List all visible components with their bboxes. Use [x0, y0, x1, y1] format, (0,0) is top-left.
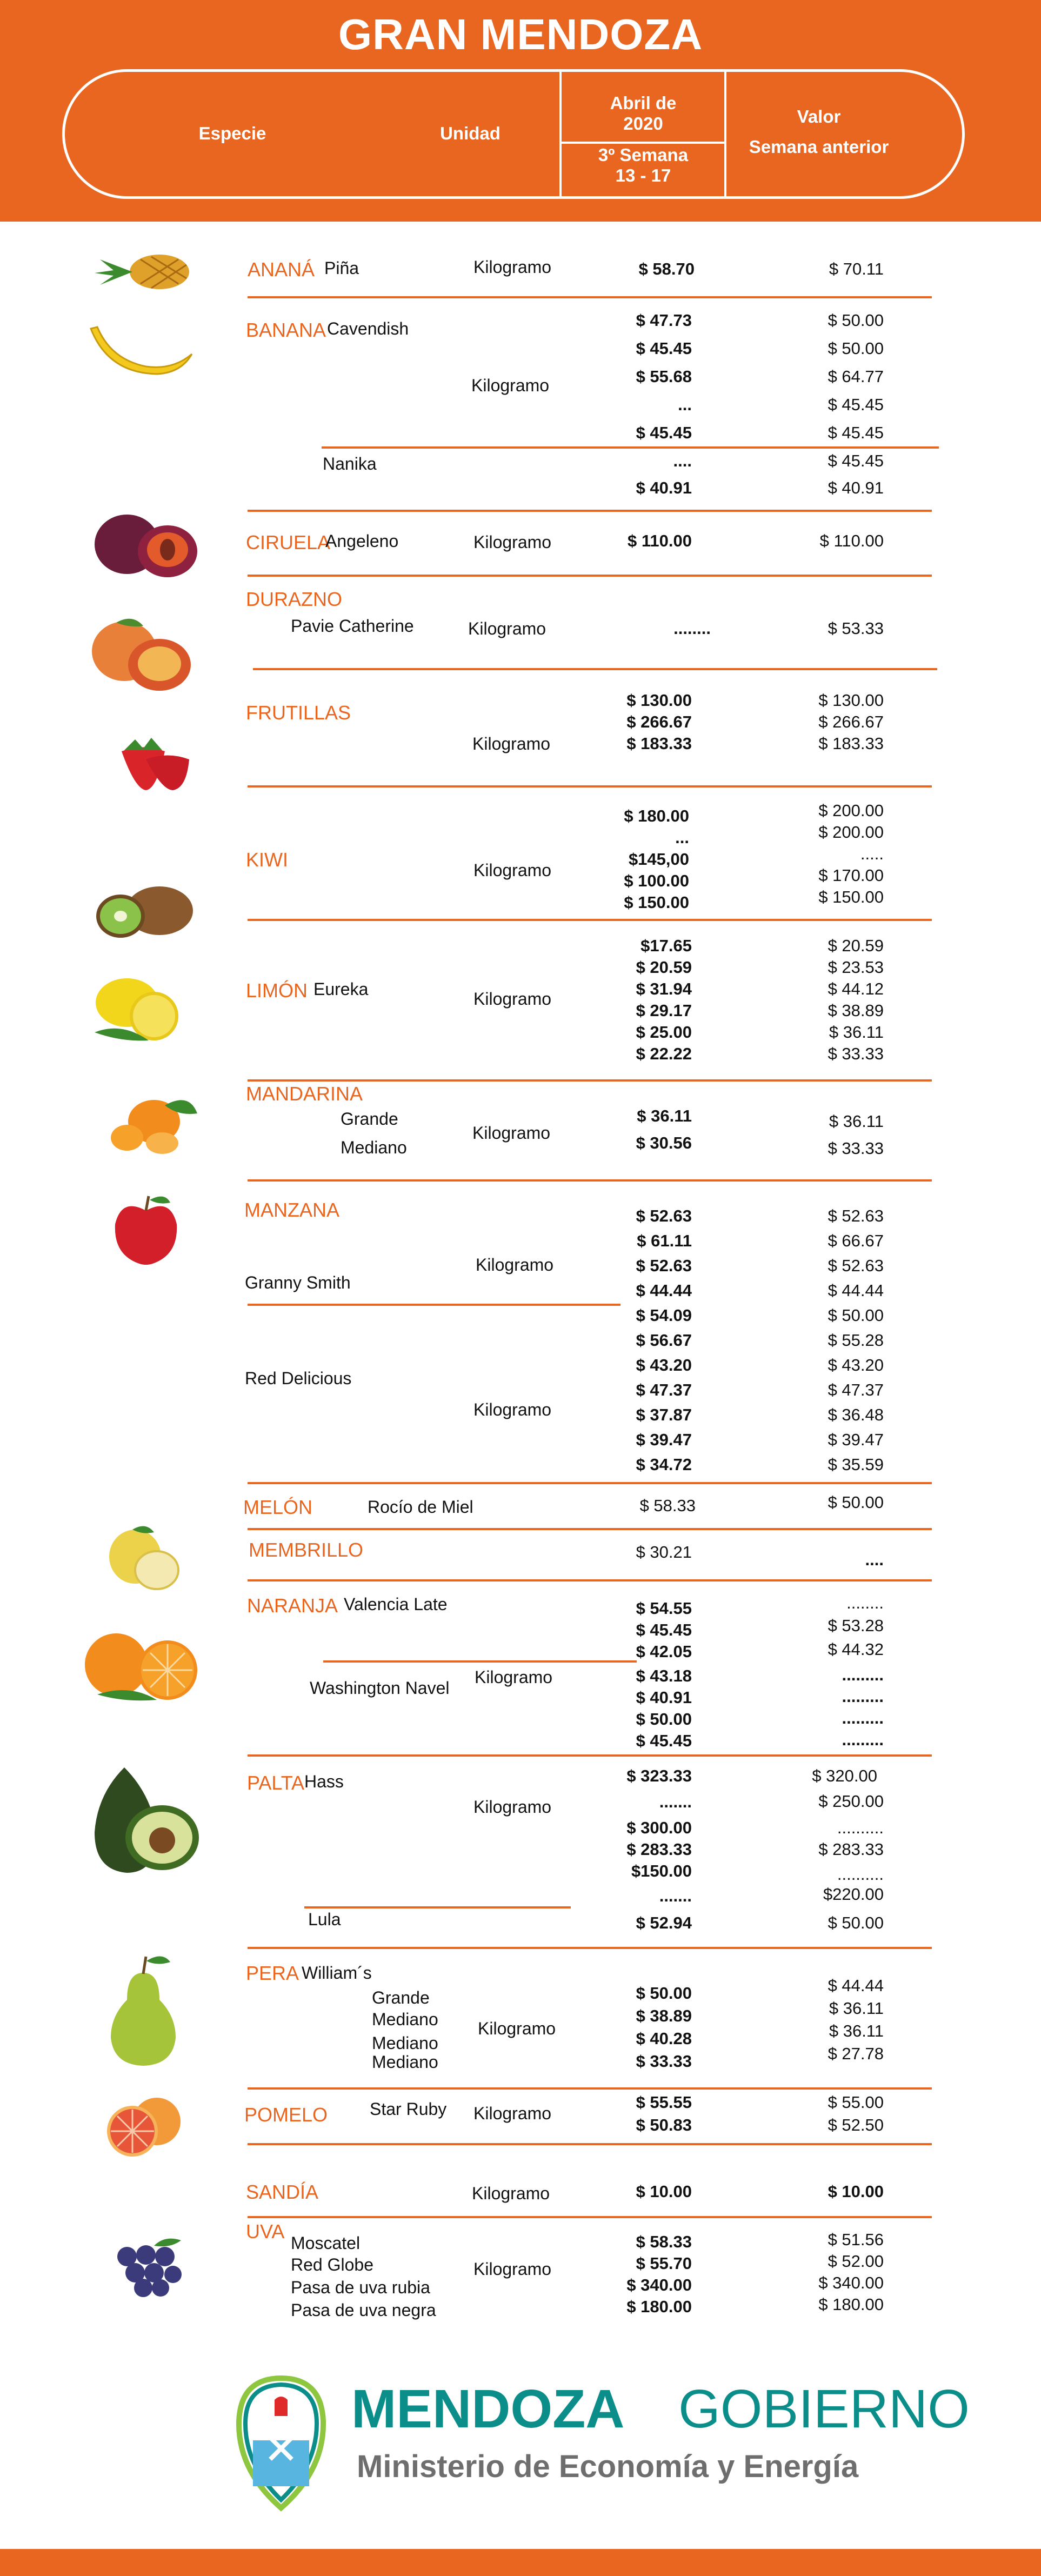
current-price: ....	[673, 451, 692, 470]
row-separator	[248, 575, 932, 577]
current-price: $ 266.67	[626, 712, 692, 731]
variety-label: Angeleno	[325, 531, 399, 551]
brand-name-light: GOBIERNO	[678, 2379, 970, 2439]
previous-price: $ 38.89	[828, 1001, 884, 1020]
size-label: Mediano	[372, 2033, 438, 2053]
current-price: $ 44.44	[636, 1281, 692, 1300]
variety-label: Cavendish	[327, 319, 409, 338]
quince-icon	[103, 1521, 184, 1592]
current-price: $ 56.67	[636, 1331, 692, 1350]
previous-price: $ 266.67	[818, 712, 884, 731]
row-separator	[248, 1947, 932, 1949]
current-price: $ 31.94	[636, 979, 692, 998]
header-divider	[724, 69, 726, 199]
current-price: $ 50.00	[636, 1710, 692, 1729]
fruit-name: MANDARINA	[246, 1083, 363, 1105]
header-banner	[0, 0, 1041, 222]
previous-price: $ 52.63	[828, 1256, 884, 1275]
current-price: $ 100.00	[624, 871, 689, 890]
current-price: $ 10.00	[636, 2182, 692, 2201]
variety-label: Moscatel	[291, 2233, 361, 2253]
brand-name-bold: MENDOZA	[351, 2379, 625, 2439]
current-price: $ 150.00	[624, 893, 689, 912]
previous-price: $ 55.00	[828, 2093, 884, 2112]
unit-label: Kilogramo	[473, 2259, 552, 2279]
header-divider	[559, 69, 562, 199]
current-price: $ 340.00	[626, 2275, 692, 2294]
previous-price: .........	[842, 1687, 884, 1706]
unit-label: Kilogramo	[472, 2184, 550, 2203]
previous-price: $ 200.00	[818, 823, 884, 842]
previous-price: $ 283.33	[818, 1840, 884, 1859]
current-price: $17.65	[640, 936, 692, 955]
fruit-name: MEMBRILLO	[249, 1539, 364, 1561]
mandarin-icon	[103, 1092, 205, 1157]
row-separator	[304, 1906, 571, 1908]
current-price: $ 37.87	[636, 1405, 692, 1424]
previous-price: $ 53.28	[828, 1616, 884, 1635]
unit-label: Kilogramo	[473, 989, 552, 1009]
previous-price: $ 180.00	[818, 2295, 884, 2314]
fruit-name: POMELO	[244, 2104, 328, 2126]
row-separator	[248, 1079, 932, 1082]
current-price: $ 30.21	[636, 1543, 692, 1561]
row-separator	[248, 2143, 932, 2145]
unit-label: Kilogramo	[468, 619, 546, 638]
current-price: $ 45.45	[636, 1620, 692, 1639]
orange-icon	[76, 1627, 205, 1703]
pineapple-icon	[89, 246, 197, 295]
previous-price: $ 50.00	[828, 311, 884, 330]
row-separator	[248, 1482, 932, 1484]
current-price: ........	[673, 619, 711, 638]
previous-price: ....	[865, 1550, 884, 1569]
variety-label: Eureka	[313, 979, 369, 999]
current-price: $ 36.11	[637, 1106, 692, 1125]
lemon-icon	[89, 973, 197, 1043]
fruit-name: FRUTILLAS	[246, 702, 351, 724]
current-price: $ 40.91	[636, 478, 692, 497]
footer-band	[0, 2549, 1041, 2576]
previous-price: $ 320.00	[812, 1766, 877, 1785]
plum-icon	[84, 511, 203, 581]
current-price: $ 54.09	[636, 1306, 692, 1325]
fruit-name: NARANJA	[247, 1594, 338, 1617]
variety-label: Hass	[304, 1772, 344, 1791]
previous-price: $ 70.11	[829, 259, 884, 278]
previous-price: $ 66.67	[828, 1231, 884, 1250]
previous-price: .........	[842, 1730, 884, 1749]
size-label: Grande	[372, 1988, 430, 2007]
row-separator	[248, 919, 932, 921]
previous-price: $ 36.48	[828, 1405, 884, 1424]
previous-price: .........	[842, 1709, 884, 1727]
previous-price: $ 36.11	[829, 1023, 884, 1042]
variety-label: Red Globe	[291, 2255, 373, 2274]
previous-price: $ 20.59	[828, 936, 884, 955]
strawberry-icon	[105, 730, 192, 795]
unit-label: Kilogramo	[478, 2019, 556, 2038]
pear-icon	[100, 1951, 186, 2070]
unit-label: Kilogramo	[471, 376, 550, 395]
previous-price: $ 55.28	[828, 1331, 884, 1350]
current-price: .......	[659, 1886, 692, 1905]
size-label: Mediano	[372, 2052, 438, 2072]
current-price: $ 55.70	[636, 2254, 692, 2273]
current-price: $ 39.47	[636, 1430, 692, 1449]
avocado-icon	[81, 1762, 205, 1881]
current-price: $ 40.28	[636, 2029, 692, 2048]
row-separator	[248, 1179, 932, 1182]
previous-price: .....	[860, 844, 884, 863]
fruit-name: MELÓN	[243, 1496, 313, 1518]
current-price: $ 183.33	[626, 734, 692, 753]
previous-price: $ 44.44	[828, 1976, 884, 1995]
previous-price: ........	[846, 1593, 884, 1612]
variety-label: Grande	[341, 1109, 398, 1129]
previous-price: $ 44.32	[828, 1640, 884, 1659]
previous-price: $ 183.33	[818, 734, 884, 753]
current-price: $ 43.18	[636, 1666, 692, 1685]
previous-price: $ 27.78	[828, 2044, 884, 2063]
current-price: $ 34.72	[636, 1455, 692, 1474]
variety-label: Lula	[308, 1910, 341, 1929]
mendoza-shield-icon	[232, 2373, 330, 2513]
size-label: Mediano	[372, 2010, 438, 2029]
current-price: $ 25.00	[636, 1023, 692, 1042]
previous-price: $ 39.47	[828, 1430, 884, 1449]
current-price: $ 50.00	[636, 1984, 692, 2003]
variety-label: William´s	[302, 1963, 372, 1983]
unit-label: Kilogramo	[473, 1797, 552, 1817]
current-price: $ 61.11	[637, 1231, 692, 1250]
previous-price: $ 36.11	[829, 2021, 884, 2040]
current-price: $ 47.37	[636, 1380, 692, 1399]
unit-label: Kilogramo	[473, 532, 552, 552]
previous-price: $ 45.45	[828, 451, 884, 470]
previous-price: $ 50.00	[828, 1493, 884, 1512]
variety-label: Valencia Late	[344, 1594, 448, 1614]
variety-label: Mediano	[341, 1138, 407, 1157]
previous-price: $ 64.77	[828, 367, 884, 386]
previous-price: $ 130.00	[818, 691, 884, 710]
fruit-name: KIWI	[246, 849, 288, 871]
variety-label: Washington Navel	[310, 1678, 450, 1698]
previous-price: $ 45.45	[828, 395, 884, 414]
previous-price: $ 40.91	[828, 478, 884, 497]
fruit-name: BANANA	[246, 319, 326, 341]
unit-label: Kilogramo	[472, 734, 551, 753]
fruit-name: UVA	[246, 2220, 285, 2243]
current-price: $ 33.33	[636, 2052, 692, 2071]
fruit-name: DURAZNO	[246, 588, 342, 610]
previous-price: $ 35.59	[828, 1455, 884, 1474]
peach-icon	[84, 616, 197, 695]
current-price: .......	[659, 1792, 692, 1811]
variety-label: Piña	[324, 258, 359, 278]
previous-price: $ 52.00	[828, 2252, 884, 2271]
row-separator	[248, 1528, 932, 1530]
current-price: $ 283.33	[626, 1840, 692, 1859]
current-price: $ 40.91	[636, 1688, 692, 1707]
unit-label: Kilogramo	[473, 1400, 552, 1419]
previous-price: $ 52.63	[828, 1206, 884, 1225]
current-price: $ 54.55	[636, 1599, 692, 1618]
previous-price: .........	[842, 1665, 884, 1684]
variety-label: Rocío de Miel	[368, 1497, 473, 1517]
unit-label: Kilogramo	[472, 1123, 551, 1143]
current-price: $ 52.63	[636, 1256, 692, 1275]
current-price: $ 38.89	[636, 2006, 692, 2025]
current-price: $ 110.00	[628, 531, 692, 550]
current-price: $ 42.05	[636, 1642, 692, 1661]
previous-price: $ 50.00	[828, 1306, 884, 1325]
current-price: $ 45.45	[636, 1731, 692, 1750]
previous-price: ..........	[837, 1865, 884, 1884]
current-price: $ 30.56	[636, 1133, 692, 1152]
previous-price: $ 45.45	[828, 423, 884, 442]
current-price: $ 45.45	[636, 423, 692, 442]
row-separator	[248, 2216, 932, 2218]
current-price: $ 43.20	[636, 1356, 692, 1374]
current-price: ...	[675, 828, 689, 847]
kiwi-icon	[89, 881, 197, 940]
row-separator	[322, 446, 939, 449]
previous-price: $ 200.00	[818, 801, 884, 820]
current-price: $ 323.33	[626, 1766, 692, 1785]
previous-price: $ 52.50	[828, 2115, 884, 2134]
previous-price: $ 44.12	[828, 979, 884, 998]
current-price: $ 180.00	[624, 806, 689, 825]
col-header-month: Abril de 2020	[610, 93, 677, 134]
row-separator	[248, 296, 932, 298]
variety-label: Star Ruby	[370, 2099, 447, 2119]
current-price: $ 52.63	[636, 1206, 692, 1225]
grapefruit-icon	[100, 2094, 192, 2157]
col-header-unidad: Unidad	[440, 123, 501, 143]
current-price: $145,00	[628, 850, 689, 869]
current-price: $ 47.73	[636, 311, 692, 330]
previous-price: $ 33.33	[828, 1139, 884, 1158]
variety-label: Nanika	[323, 454, 377, 473]
header-divider	[559, 142, 726, 144]
current-price: $ 180.00	[626, 2297, 692, 2316]
row-separator	[253, 668, 937, 670]
row-separator	[248, 785, 932, 788]
col-header-week: 3º Semana 13 - 17	[598, 145, 689, 185]
previous-price: $ 23.53	[828, 958, 884, 977]
row-separator	[248, 510, 932, 512]
variety-label: Red Delicious	[245, 1369, 352, 1388]
unit-label: Kilogramo	[473, 860, 552, 880]
previous-price: $ 10.00	[828, 2182, 884, 2201]
current-price: $ 20.59	[636, 958, 692, 977]
previous-price: $ 43.20	[828, 1356, 884, 1374]
current-price: $ 130.00	[626, 691, 692, 710]
row-separator	[248, 1754, 932, 1757]
grapes-icon	[105, 2232, 197, 2303]
banana-icon	[86, 324, 195, 384]
unit-label: Kilogramo	[475, 1667, 553, 1687]
previous-price: $ 110.00	[819, 531, 884, 550]
previous-price: $ 340.00	[818, 2273, 884, 2292]
fruit-name: PERA	[246, 1962, 299, 1984]
current-price: ...	[678, 395, 692, 414]
current-price: $ 58.70	[638, 259, 695, 278]
fruit-name: SANDÍA	[246, 2181, 319, 2203]
previous-price: $ 47.37	[828, 1380, 884, 1399]
previous-price: $ 50.00	[828, 339, 884, 358]
previous-price: ..........	[837, 1818, 884, 1837]
current-price: $ 55.55	[636, 2093, 692, 2112]
variety-label: Granny Smith	[245, 1273, 351, 1292]
fruit-name: MANZANA	[244, 1199, 340, 1221]
row-separator	[248, 2087, 932, 2090]
apple-icon	[111, 1192, 181, 1267]
fruit-name: LIMÓN	[246, 979, 308, 1002]
col-header-valor: Valor Semana anterior	[749, 106, 889, 157]
current-price: $ 22.22	[636, 1044, 692, 1063]
fruit-name: CIRUELA	[246, 531, 331, 553]
previous-price: $ 250.00	[818, 1792, 884, 1811]
fruit-name: PALTA	[247, 1772, 305, 1794]
variety-label: Pavie Catherine	[291, 616, 414, 636]
page-title: GRAN MENDOZA	[338, 10, 703, 58]
current-price: $ 55.68	[636, 367, 692, 386]
col-header-especie: Especie	[198, 123, 266, 143]
unit-label: Kilogramo	[473, 2104, 552, 2123]
ministry-subtitle: Ministerio de Economía y Energía	[357, 2449, 859, 2484]
current-price: $ 58.33	[639, 1496, 696, 1515]
previous-price: $ 36.11	[829, 1112, 884, 1131]
current-price: $ 300.00	[626, 1818, 692, 1837]
previous-price: $ 51.56	[828, 2230, 884, 2249]
previous-price: $ 150.00	[818, 887, 884, 906]
fruit-name: ANANÁ	[248, 258, 315, 281]
current-price: $ 58.33	[636, 2232, 692, 2251]
unit-label: Kilogramo	[476, 1255, 554, 1274]
previous-price: $ 33.33	[828, 1044, 884, 1063]
variety-label: Pasa de uva rubia	[291, 2278, 430, 2297]
previous-price: $ 170.00	[818, 866, 884, 885]
previous-price: $220.00	[823, 1885, 884, 1904]
current-price: $ 29.17	[636, 1001, 692, 1020]
current-price: $ 50.83	[636, 2115, 692, 2134]
unit-label: Kilogramo	[473, 257, 552, 277]
current-price: $150.00	[631, 1861, 692, 1880]
previous-price: $ 44.44	[828, 1281, 884, 1300]
previous-price: $ 50.00	[828, 1913, 884, 1932]
current-price: $ 45.45	[636, 339, 692, 358]
row-separator	[248, 1579, 932, 1581]
current-price: $ 52.94	[636, 1913, 692, 1932]
previous-price: $ 53.33	[828, 619, 884, 638]
variety-label: Pasa de uva negra	[291, 2300, 436, 2320]
previous-price: $ 36.11	[829, 1999, 884, 2018]
